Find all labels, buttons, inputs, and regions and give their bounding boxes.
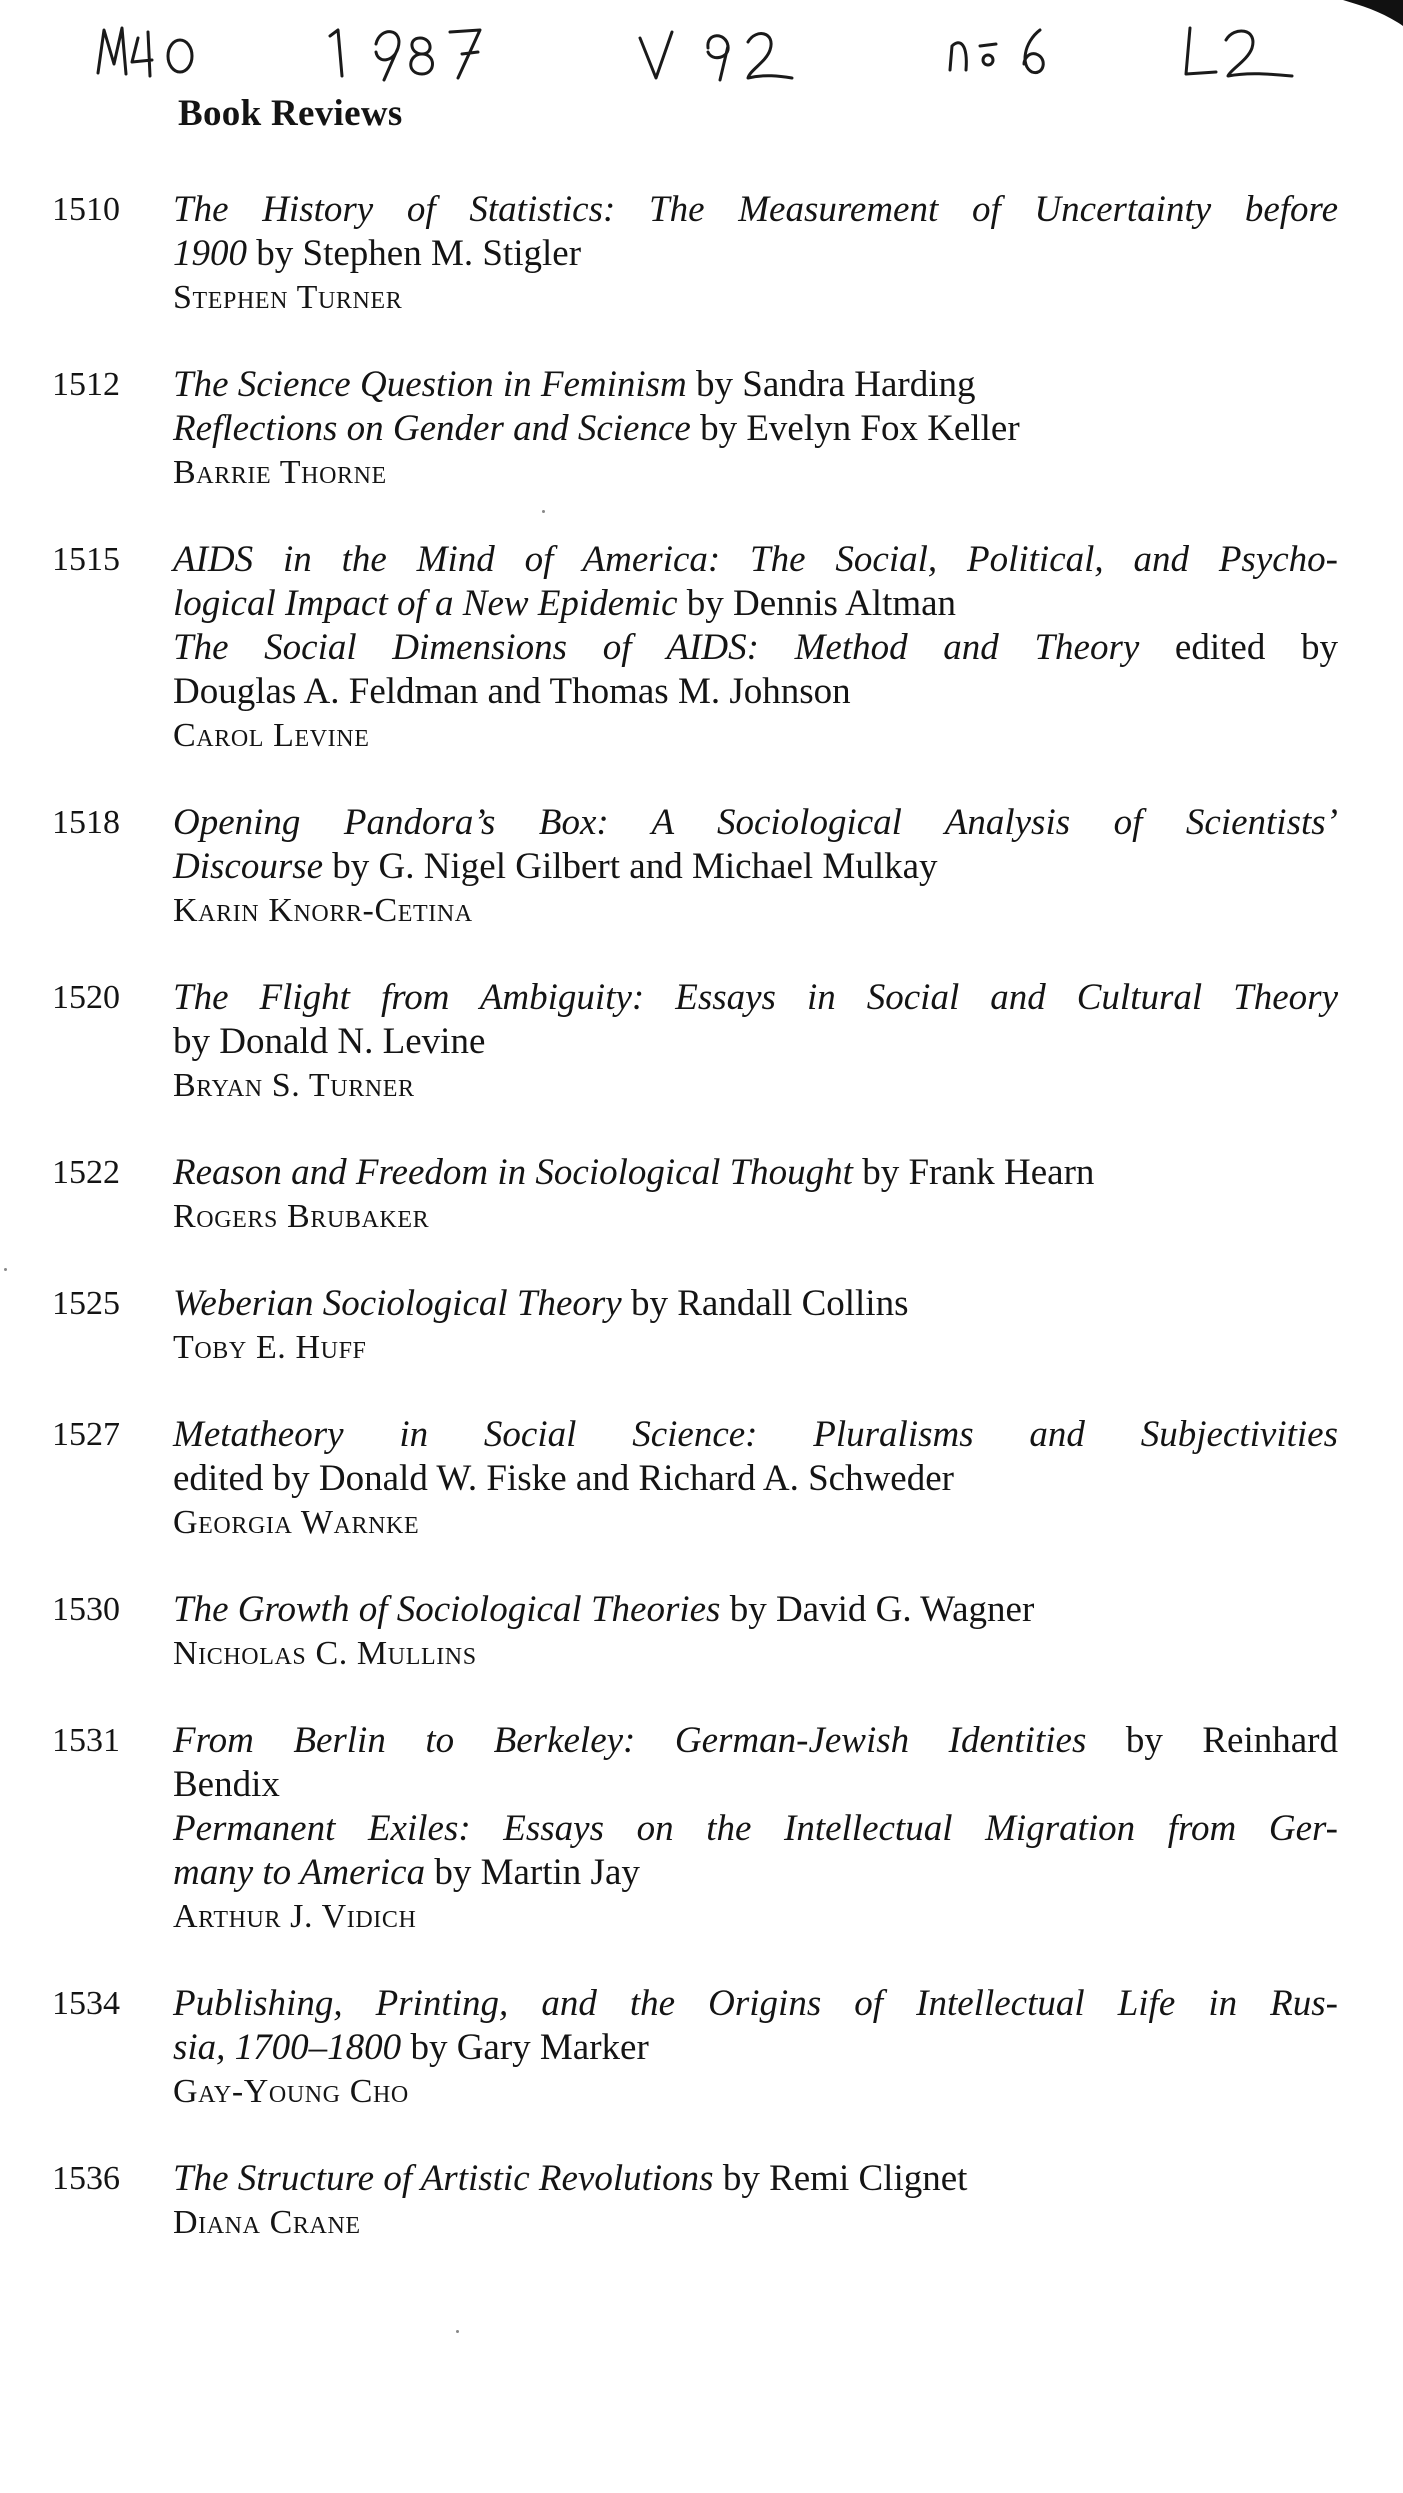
entry-citation bbox=[173, 1719, 1338, 1939]
entry-citation bbox=[173, 1413, 1338, 1545]
book-title: The Social Dimensions of AIDS: Method and Theory bbox=[173, 627, 1140, 668]
page-number: 1525 bbox=[52, 1285, 120, 1322]
citation-line bbox=[173, 1719, 1338, 1763]
book-title: From Berlin to Berkeley: German-Jewish Identities bbox=[173, 1720, 1087, 1761]
citation-line bbox=[173, 1763, 1338, 1807]
reviewer-name: Barrie Thorne bbox=[173, 454, 387, 491]
book-title: 1900 bbox=[173, 233, 247, 274]
citation-line bbox=[173, 1413, 1338, 1457]
book-title: logical Impact of a New Epidemic bbox=[173, 583, 678, 624]
review-entry bbox=[0, 188, 1403, 320]
book-title: The Science Question in Feminism bbox=[173, 364, 687, 405]
reviewer-name: Arthur J. Vidich bbox=[173, 1898, 417, 1935]
scan-edge-shadow bbox=[1323, 0, 1403, 30]
review-entry bbox=[0, 1413, 1403, 1545]
book-title: Discourse bbox=[173, 846, 324, 887]
citation-line bbox=[173, 626, 1338, 670]
citation-text: by G. Nigel Gilbert and Michael Mulkay bbox=[323, 846, 938, 887]
citation-line bbox=[173, 1457, 1338, 1501]
page-number: 1518 bbox=[52, 804, 120, 841]
scan-speck bbox=[542, 510, 545, 513]
citation-text: edited by Donald W. Fiske and Richard A. Schweder bbox=[173, 1458, 954, 1499]
citation-text: by Donald N. Levine bbox=[173, 1021, 486, 1062]
citation-text: by Martin Jay bbox=[425, 1852, 640, 1893]
scan-speck bbox=[456, 2330, 459, 2333]
citation-line bbox=[173, 2026, 1338, 2070]
citation-line bbox=[173, 1807, 1338, 1851]
review-entry bbox=[0, 2157, 1403, 2245]
citation-text: Douglas A. Feldman and Thomas M. Johnson bbox=[173, 671, 851, 712]
book-title: The Structure of Artistic Revolutions bbox=[173, 2158, 714, 2199]
reviewer-name: Stephen Turner bbox=[173, 279, 403, 316]
reviewer-name: Carol Levine bbox=[173, 717, 370, 754]
reviewer-name: Gay-Young Cho bbox=[173, 2073, 409, 2110]
citation-line bbox=[173, 363, 1338, 407]
book-title: Opening Pandora’s Box: A Sociological Analysis of Scientists’ bbox=[173, 802, 1338, 843]
review-entry bbox=[0, 1588, 1403, 1676]
citation-text: by David G. Wagner bbox=[720, 1589, 1035, 1630]
citation-line bbox=[173, 670, 1338, 714]
book-title: Permanent Exiles: Essays on the Intellectual Migration from Ger- bbox=[173, 1808, 1338, 1849]
citation-line bbox=[173, 1982, 1338, 2026]
citation-line bbox=[173, 2157, 1338, 2201]
citation-line bbox=[173, 232, 1338, 276]
review-entry bbox=[0, 1982, 1403, 2114]
citation-text: by Dennis Altman bbox=[677, 583, 957, 624]
reviewer-name: Rogers Brubaker bbox=[173, 1198, 430, 1235]
handwritten-annotation-drawing bbox=[80, 18, 1380, 98]
book-title: Reason and Freedom in Sociological Thought bbox=[173, 1152, 853, 1193]
reviewer-name: Karin Knorr-Cetina bbox=[173, 892, 473, 929]
entry-citation bbox=[173, 976, 1338, 1108]
citation-text: by Randall Collins bbox=[621, 1283, 909, 1324]
entry-citation bbox=[173, 801, 1338, 933]
book-title: Weberian Sociological Theory bbox=[173, 1283, 622, 1324]
citation-text: by Reinhard bbox=[1086, 1720, 1339, 1761]
review-entry bbox=[0, 1151, 1403, 1239]
review-entry bbox=[0, 1719, 1403, 1939]
citation-text: by Frank Hearn bbox=[852, 1152, 1095, 1193]
review-entry bbox=[0, 976, 1403, 1108]
entry-citation bbox=[173, 538, 1338, 758]
citation-line bbox=[173, 1282, 1338, 1326]
reviewer-name: Nicholas C. Mullins bbox=[173, 1635, 477, 1672]
review-entry bbox=[0, 538, 1403, 758]
citation-line bbox=[173, 1851, 1338, 1895]
citation-text: by Gary Marker bbox=[401, 2027, 649, 2068]
page-number: 1520 bbox=[52, 979, 120, 1016]
page-number: 1522 bbox=[52, 1154, 120, 1191]
citation-text: by Remi Clignet bbox=[713, 2158, 968, 2199]
review-entry bbox=[0, 1282, 1403, 1370]
citation-line bbox=[173, 845, 1338, 889]
citation-line bbox=[173, 801, 1338, 845]
book-title: many to America bbox=[173, 1852, 426, 1893]
reviewer-name: Diana Crane bbox=[173, 2204, 361, 2241]
citation-text: by Stephen M. Stigler bbox=[247, 233, 582, 274]
book-title: The History of Statistics: The Measurement of Uncertainty before bbox=[173, 189, 1338, 230]
book-title: The Growth of Sociological Theories bbox=[173, 1589, 721, 1630]
review-list bbox=[0, 188, 1403, 2288]
entry-citation bbox=[173, 1982, 1338, 2114]
citation-text: by Evelyn Fox Keller bbox=[690, 408, 1020, 449]
book-title: Metatheory in Social Science: Pluralisms and Subjectivities bbox=[173, 1414, 1338, 1455]
citation-text: edited by bbox=[1139, 627, 1338, 668]
page-number: 1510 bbox=[52, 191, 120, 228]
reviewer-name: Toby E. Huff bbox=[173, 1329, 367, 1366]
citation-line bbox=[173, 538, 1338, 582]
entry-citation bbox=[173, 188, 1338, 320]
section-heading: Book Reviews bbox=[178, 93, 403, 134]
page-number: 1512 bbox=[52, 366, 120, 403]
review-entry bbox=[0, 363, 1403, 495]
scan-speck bbox=[4, 1268, 7, 1271]
citation-text: by Sandra Harding bbox=[686, 364, 976, 405]
book-title: sia, 1700–1800 bbox=[173, 2027, 402, 2068]
book-title: Reflections on Gender and Science bbox=[173, 408, 691, 449]
citation-line bbox=[173, 582, 1338, 626]
citation-line bbox=[173, 1151, 1338, 1195]
review-entry bbox=[0, 801, 1403, 933]
book-title: AIDS in the Mind of America: The Social, Political, and Psycho- bbox=[173, 539, 1338, 580]
page-number: 1536 bbox=[52, 2160, 120, 2197]
handwritten-annotation bbox=[80, 18, 1380, 98]
citation-line bbox=[173, 407, 1338, 451]
entry-citation bbox=[173, 1151, 1338, 1239]
reviewer-name: Bryan S. Turner bbox=[173, 1067, 415, 1104]
page-number: 1530 bbox=[52, 1591, 120, 1628]
page-number: 1534 bbox=[52, 1985, 120, 2022]
citation-line bbox=[173, 1020, 1338, 1064]
book-title: Publishing, Printing, and the Origins of Intellectual Life in Rus- bbox=[173, 1983, 1338, 2024]
page-number: 1527 bbox=[52, 1416, 120, 1453]
entry-citation bbox=[173, 1282, 1338, 1370]
citation-line bbox=[173, 188, 1338, 232]
entry-citation bbox=[173, 363, 1338, 495]
citation-text: Bendix bbox=[173, 1764, 280, 1805]
citation-line bbox=[173, 1588, 1338, 1632]
entry-citation bbox=[173, 2157, 1338, 2245]
page-number: 1515 bbox=[52, 541, 120, 578]
reviewer-name: Georgia Warnke bbox=[173, 1504, 420, 1541]
entry-citation bbox=[173, 1588, 1338, 1676]
citation-line bbox=[173, 976, 1338, 1020]
book-title: The Flight from Ambiguity: Essays in Social and Cultural Theory bbox=[173, 977, 1338, 1018]
page-number: 1531 bbox=[52, 1722, 120, 1759]
